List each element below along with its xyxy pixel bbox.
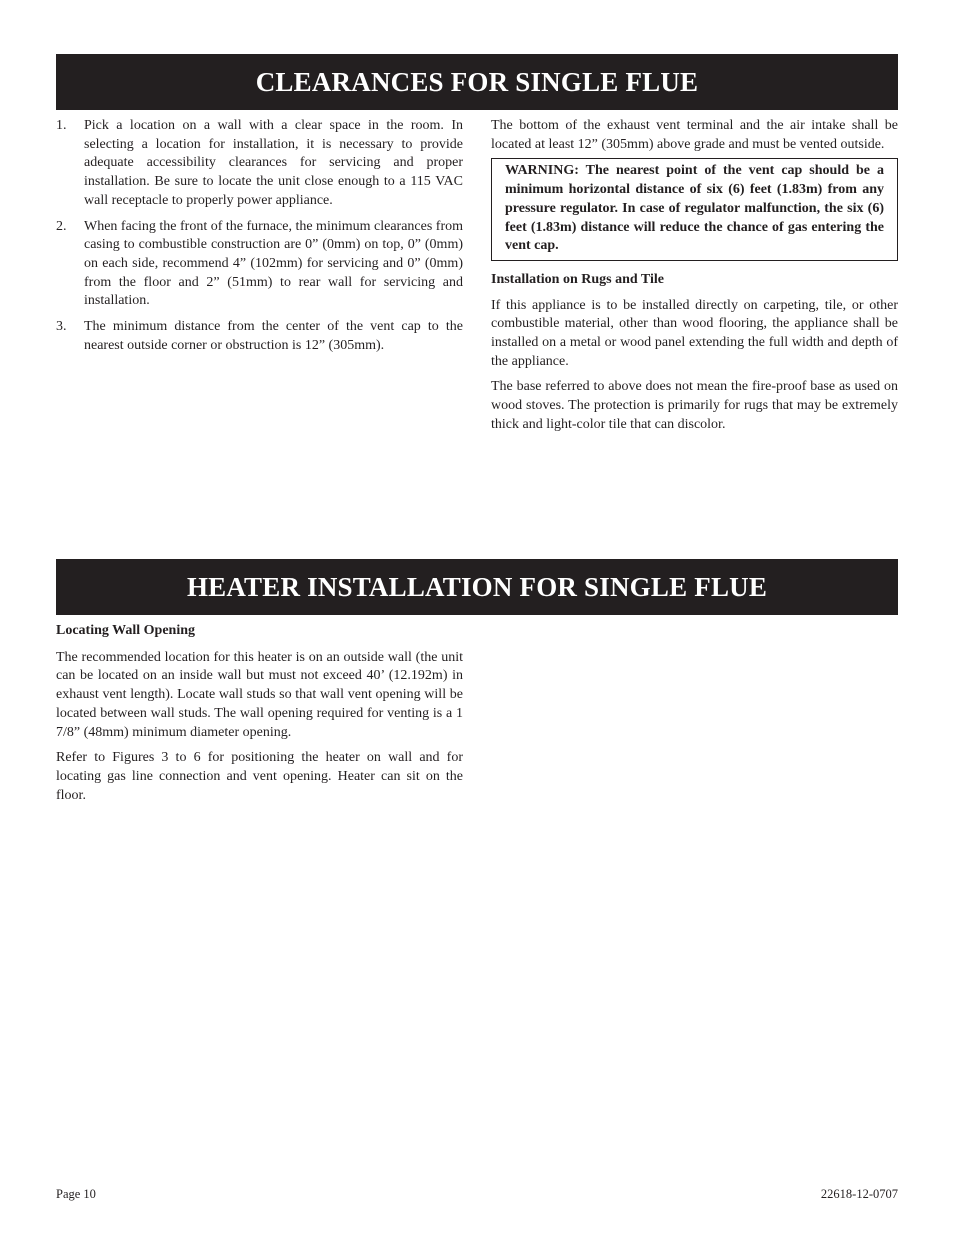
- step-text: Pick a location on a wall with a clear space in the room. In selecting a location for installation, it is necessary to provide adequate accessibility clearances for servicing and proper installation. Be sure to locate the unit close enough to a 115 VAC wall receptacle to properly power appliance.: [84, 118, 463, 208]
- clearances-steps-column: [56, 117, 463, 362]
- page-number: Page 10: [56, 1187, 96, 1201]
- warning-box: WARNING: The nearest point of the vent cap should be a minimum horizontal distance of six (6) feet (1.83m) from any pressure regulator. In case of regulator malfunction, the six (6) feet (1.83m) distance will reduce the chance of gas entering the vent cap.: [491, 158, 898, 261]
- step-text: The minimum distance from the center of the vent cap to the nearest outside corner or obstruction is 12” (305mm).: [84, 319, 463, 353]
- step-text: When facing the front of the furnace, the minimum clearances from casing to combustible construction are 0” (0mm) on top, 0” (0mm) on each side, recommend 4” (102mm) for servicing and 0” (0mm) from the floor and 2” (51mm) to rear wall for servicing and installation.: [84, 218, 464, 309]
- step-item: [56, 218, 463, 312]
- installation-paragraph-1: The recommended location for this heater is on an outside wall (the unit can be located on an inside wall but must not exceed 40’ (12.192m) in exhaust vent length). Locate wall studs so that wall vent opening will be located between wall studs. The wall opening required for venting is a 1 7/8” (48mm) minimum diameter opening.: [56, 649, 463, 740]
- locating-wall-opening-heading: Locating Wall Opening: [56, 623, 195, 638]
- step-item: [56, 318, 463, 355]
- installation-left-column: [56, 622, 463, 812]
- section-title-clearances: CLEARANCES FOR SINGLE FLUE: [56, 54, 898, 110]
- step-item: [56, 117, 463, 211]
- vent-terminal-paragraph: The bottom of the exhaust vent terminal and the air intake shall be located at least 12” (305mm) above grade and must be vented outside.: [491, 118, 898, 152]
- rugs-paragraph-2: The base referred to above does not mean the fire-proof base as used on wood stoves. The protection is primarily for rugs that may be extremely thick and light-color tile that can discolor.: [491, 379, 898, 432]
- step-number: 3.: [56, 319, 67, 335]
- clearances-steps-list: [56, 117, 463, 355]
- document-number: 22618-12-0707: [820, 1187, 898, 1201]
- clearances-right-column: [491, 117, 898, 442]
- rugs-heading: Installation on Rugs and Tile: [491, 271, 664, 287]
- installation-paragraph-2: Refer to Figures 3 to 6 for positioning the heater on wall and for locating gas line connection and vent opening. Heater can sit on the floor.: [56, 750, 463, 803]
- step-number: 1.: [56, 118, 67, 133]
- rugs-paragraph-1: If this appliance is to be installed directly on carpeting, tile, or other combustible material, other than wood flooring, the appliance shall be installed on a metal or wood panel extending the full width and depth of the appliance.: [491, 297, 898, 369]
- section-title-heater-installation: HEATER INSTALLATION FOR SINGLE FLUE: [56, 559, 898, 615]
- step-number: 2.: [56, 218, 67, 234]
